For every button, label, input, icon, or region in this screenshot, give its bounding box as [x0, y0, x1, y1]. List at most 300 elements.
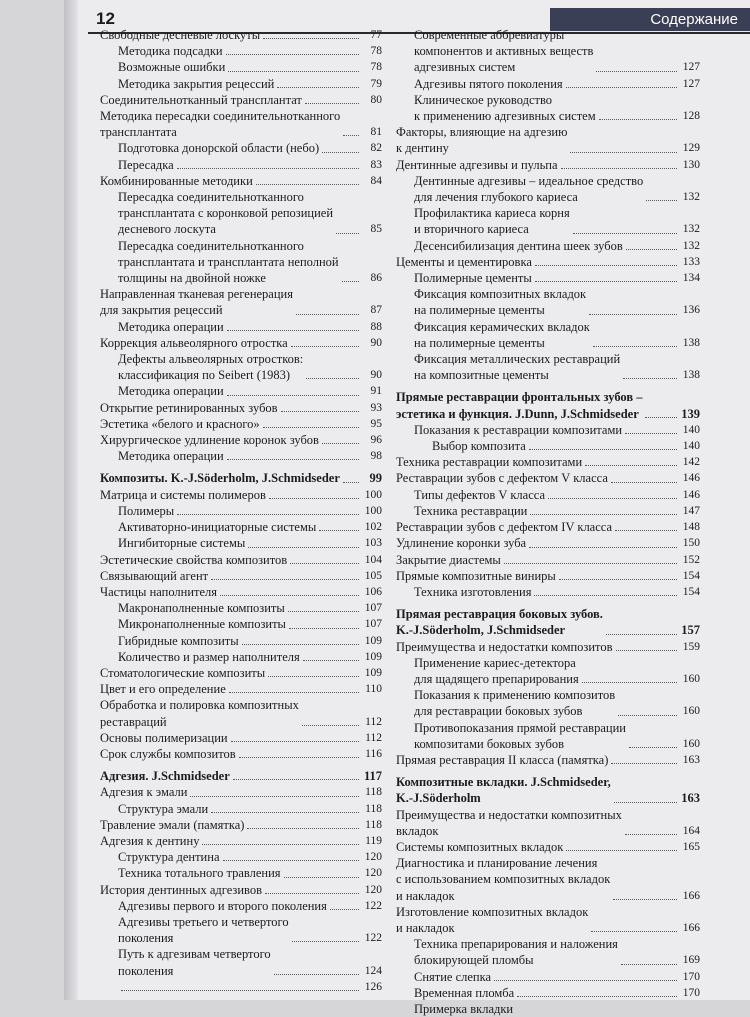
- toc-entry: [396, 438, 700, 454]
- toc-entry: [100, 849, 382, 865]
- toc-entry-page: 116: [365, 747, 382, 760]
- toc-entry-page: 133: [682, 255, 700, 268]
- toc-left-column: [100, 27, 382, 995]
- page-edge-shadow: [64, 0, 78, 1000]
- leader-dots: [292, 941, 359, 942]
- toc-entry-page: 169: [682, 954, 700, 967]
- toc-entry: [100, 319, 382, 335]
- leader-dots: [291, 346, 359, 347]
- toc-entry-page: 129: [682, 142, 700, 155]
- toc-entry-title: Активаторно-инициаторные системы: [118, 520, 317, 535]
- leader-dots: [566, 87, 677, 88]
- toc-entry: [100, 238, 382, 287]
- toc-entry-title: Преимущества и недостатки композитов: [396, 639, 613, 654]
- toc-entry-title: Фиксация композитных вкладок на полимерные цементы: [414, 287, 587, 318]
- toc-entry: [100, 865, 382, 881]
- toc-entry: [100, 487, 382, 503]
- toc-entry-title: Изготовление композитных вкладок и накладок: [396, 904, 589, 935]
- leader-dots: [621, 964, 677, 965]
- toc-entry-title: Методика подсадки: [118, 44, 223, 59]
- toc-entry: [396, 552, 700, 568]
- toc-entry: [100, 568, 382, 584]
- toc-entry: [396, 270, 700, 286]
- leader-dots: [570, 152, 677, 153]
- toc-entry-page: 85: [370, 223, 382, 236]
- toc-entry: [100, 817, 382, 833]
- toc-entry: [100, 552, 382, 568]
- leader-dots: [177, 514, 359, 515]
- toc-entry: [100, 448, 382, 464]
- toc-entry-title: Адгезия. J.Schmidseder: [100, 769, 230, 784]
- toc-entry-title: Пересадка соединительнотканного трансплантата с коронковой репозицией десневого лоскута: [118, 190, 334, 237]
- leader-dots: [530, 514, 677, 515]
- leader-dots: [566, 850, 677, 851]
- toc-entry-page: 106: [364, 585, 382, 598]
- toc-entry: [100, 108, 382, 140]
- toc-entry-title: Эстетика «белого и красного»: [100, 416, 260, 431]
- toc-entry-page: 163: [681, 791, 700, 806]
- toc-entry-title: Открытие ретинированных зубов: [100, 400, 278, 415]
- toc-entry-title: Микронаполненные композиты: [118, 617, 286, 632]
- toc-entry: [396, 584, 700, 600]
- leader-dots: [585, 465, 677, 466]
- leader-dots: [263, 38, 359, 39]
- toc-entry-page: 128: [682, 110, 700, 123]
- toc-entry-page: 119: [365, 834, 382, 847]
- toc-entry-title: Структура эмали: [118, 801, 209, 816]
- toc-entry-title: Показания к применению композитов для реставрации боковых зубов: [414, 688, 616, 719]
- toc-section-heading: [100, 768, 382, 784]
- leader-dots: [233, 779, 359, 780]
- leader-dots: [303, 660, 359, 661]
- toc-entry: [396, 807, 700, 839]
- toc-entry: [100, 946, 382, 978]
- toc-entry-page: 103: [364, 537, 382, 550]
- leader-dots: [535, 281, 677, 282]
- leader-dots: [330, 909, 359, 910]
- page-number: 12: [96, 9, 115, 28]
- toc-entry: [100, 665, 382, 681]
- leader-dots: [322, 152, 359, 153]
- leader-dots: [248, 547, 359, 548]
- leader-dots: [591, 931, 677, 932]
- toc-entry: [396, 157, 700, 173]
- toc-entry-page: 124: [364, 964, 382, 977]
- toc-entry-page: 98: [370, 450, 382, 463]
- toc-entry-title: Макронаполненные композиты: [118, 601, 285, 616]
- leader-dots: [535, 265, 677, 266]
- toc-entry: [100, 633, 382, 649]
- toc-entry: [396, 92, 700, 124]
- toc-entry-title: Композитные вкладки. J.Schmidseder, K.-J.Söderholm: [396, 775, 611, 806]
- toc-entry: [100, 600, 382, 616]
- toc-entry-page: 154: [682, 569, 700, 582]
- toc-entry-title: Методика пересадки соединительнотканного трансплантата: [100, 109, 341, 140]
- toc-entry-title: Пересадка соединительнотканного трансплантата и трансплантата неполной толщины на двойной ножке: [118, 238, 339, 286]
- toc-entry-page: 160: [682, 737, 700, 750]
- toc-entry-title: Количество и размер наполнителя: [118, 649, 300, 664]
- leader-dots: [559, 579, 677, 580]
- toc-section-heading: [396, 774, 700, 806]
- toc-entry-page: 160: [682, 672, 700, 685]
- toc-entry-title: Адгезивы пятого поколения: [414, 76, 563, 91]
- toc-entry-title: Подготовка донорской области (небо): [118, 141, 320, 156]
- leader-dots: [599, 119, 677, 120]
- leader-dots: [561, 168, 677, 169]
- leader-dots: [227, 330, 359, 331]
- toc-entry-title: Типы дефектов V класса: [414, 487, 545, 502]
- toc-entry: [100, 979, 382, 995]
- toc-entry-title: Частицы наполнителя: [100, 584, 218, 599]
- toc-entry: [396, 969, 700, 985]
- toc-entry: [100, 59, 382, 75]
- toc-entry-page: 140: [682, 440, 700, 453]
- leader-dots: [343, 135, 359, 136]
- toc-entry-title: Цементы и цементировка: [396, 254, 532, 269]
- leader-dots: [596, 71, 677, 72]
- toc-entry-title: Методика операции: [118, 449, 224, 464]
- toc-entry: [100, 76, 382, 92]
- toc-entry: [396, 752, 700, 768]
- leader-dots: [305, 103, 359, 104]
- toc-entry-page: 122: [364, 932, 382, 945]
- toc-entry-page: 87: [370, 304, 382, 317]
- toc-entry: [100, 335, 382, 351]
- toc-entry-title: Прямые реставрации фронтальных зубов – эстетика и функция. J.Dunn, J.Schmidseder: [396, 390, 643, 421]
- leader-dots: [239, 757, 359, 758]
- toc-section-heading: [100, 470, 382, 486]
- toc-entry-page: 112: [365, 715, 382, 728]
- toc-entry: [396, 422, 700, 438]
- toc-entry-page: 120: [364, 867, 382, 880]
- toc-entry: [396, 124, 700, 156]
- leader-dots: [227, 395, 359, 396]
- toc-entry-title: Связывающий агент: [100, 568, 209, 583]
- leader-dots: [220, 595, 359, 596]
- toc-entry-title: Дентинные адгезивы и пульпа: [396, 157, 558, 172]
- leader-dots: [646, 200, 677, 201]
- toc-entry-title: Композиты. K.-J.Söderholm, J.Schmidseder: [100, 471, 340, 486]
- toc-entry-page: 93: [370, 401, 382, 414]
- toc-entry-title: Временная пломба: [414, 985, 515, 1000]
- leader-dots: [223, 860, 360, 861]
- toc-entry-title: Травление эмали (памятка): [100, 817, 245, 832]
- toc-entry: [396, 238, 700, 254]
- toc-entry: [100, 535, 382, 551]
- toc-entry: [100, 801, 382, 817]
- toc-entry: [396, 351, 700, 383]
- toc-entry-page: 96: [370, 434, 382, 447]
- toc-entry-page: 159: [682, 640, 700, 653]
- toc-entry: [396, 655, 700, 687]
- leader-dots: [228, 71, 359, 72]
- leader-dots: [290, 563, 359, 564]
- toc-entry-title: Техника изготовления: [414, 584, 532, 599]
- toc-entry-page: 140: [682, 423, 700, 436]
- toc-entry-page: 138: [682, 369, 700, 382]
- toc-entry-page: 91: [370, 385, 382, 398]
- toc-entry-page: 86: [370, 272, 382, 285]
- toc-entry-title: Факторы, влияющие на адгезию к дентину: [396, 125, 568, 156]
- toc-entry: [396, 687, 700, 719]
- leader-dots: [274, 974, 359, 975]
- toc-entry-page: 126: [364, 980, 382, 993]
- toc-entry-page: 88: [370, 320, 382, 333]
- toc-entry-page: 107: [364, 618, 382, 631]
- toc-entry-page: 118: [365, 786, 382, 799]
- toc-entry: [396, 985, 700, 1001]
- toc-entry-title: Полимеры: [118, 503, 175, 518]
- toc-entry-title: Хирургическое удлинение коронок зубов: [100, 433, 319, 448]
- toc-entry: [396, 639, 700, 655]
- toc-entry: [396, 568, 700, 584]
- toc-entry-title: Пересадка: [118, 157, 174, 172]
- toc-entry: [100, 432, 382, 448]
- toc-entry: [100, 286, 382, 318]
- leader-dots: [494, 980, 677, 981]
- toc-entry: [100, 616, 382, 632]
- toc-entry-page: 132: [682, 223, 700, 236]
- toc-entry: [100, 914, 382, 946]
- leader-dots: [269, 498, 359, 499]
- toc-entry-page: 160: [682, 705, 700, 718]
- toc-entry: [396, 720, 700, 752]
- toc-entry-title: Путь к адгезивам четвертого поколения: [118, 947, 271, 978]
- toc-entry-page: 102: [364, 521, 382, 534]
- toc-entry-page: 90: [370, 369, 382, 382]
- toc-entry-title: Методика операции: [118, 384, 224, 399]
- toc-entry: [100, 43, 382, 59]
- toc-entry-title: Дентинные адгезивы – идеальное средство для лечения глубокого кариеса: [414, 173, 644, 205]
- toc-entry-page: 122: [364, 899, 382, 912]
- toc-entry-page: 120: [364, 883, 382, 896]
- toc-entry-page: 83: [370, 158, 382, 171]
- toc-entry-page: 95: [370, 417, 382, 430]
- toc-entry-page: 170: [682, 970, 700, 983]
- section-title-tab: Содержание: [550, 8, 750, 31]
- toc-entry: [100, 519, 382, 535]
- leader-dots: [277, 87, 359, 88]
- toc-entry: [100, 730, 382, 746]
- leader-dots: [517, 996, 677, 997]
- toc-entry-title: Коррекция альвеолярного отростка: [100, 335, 288, 350]
- toc-entry-title: Структура дентина: [118, 850, 220, 865]
- leader-dots: [211, 579, 359, 580]
- leader-dots: [288, 611, 359, 612]
- leader-dots: [289, 628, 359, 629]
- toc-entry-title: Показания к реставрации композитами: [414, 422, 623, 437]
- toc-entry: [396, 487, 700, 503]
- toc-entry-page: 138: [682, 336, 700, 349]
- leader-dots: [611, 763, 677, 764]
- leader-dots: [302, 725, 359, 726]
- toc-entry-title: Обработка и полировка композитных реставраций: [100, 698, 299, 729]
- toc-entry-page: 148: [682, 521, 700, 534]
- toc-entry-title: Матрица и системы полимеров: [100, 487, 266, 502]
- toc-entry-title: Цвет и его определение: [100, 682, 226, 697]
- leader-dots: [177, 168, 359, 169]
- leader-dots: [625, 834, 677, 835]
- leader-dots: [625, 433, 677, 434]
- leader-dots: [190, 796, 359, 797]
- leader-dots: [265, 893, 359, 894]
- toc-entry: [100, 92, 382, 108]
- toc-entry-page: 82: [370, 142, 382, 155]
- leader-dots: [322, 443, 359, 444]
- leader-dots: [614, 802, 677, 803]
- toc-entry-title: Прямые композитные виниры: [396, 568, 556, 583]
- toc-entry-title: Техника реставрации: [414, 503, 528, 518]
- toc-entry-page: 84: [370, 174, 382, 187]
- leader-dots: [202, 844, 359, 845]
- toc-entry-title: Прямая реставрация боковых зубов. K.-J.Söderholm, J.Schmidseder: [396, 607, 603, 638]
- toc-entry-page: 157: [681, 623, 700, 638]
- toc-entry-page: 105: [364, 569, 382, 582]
- toc-entry-title: Стоматологические композиты: [100, 665, 266, 680]
- toc-entry-title: Методика закрытия рецессий: [118, 76, 275, 91]
- toc-entry: [100, 746, 382, 762]
- toc-entry: [100, 833, 382, 849]
- toc-entry-page: 104: [364, 553, 382, 566]
- toc-entry-title: Ингибиторные системы: [118, 536, 246, 551]
- toc-entry-title: Свободные десневые лоскуты: [100, 28, 261, 42]
- toc-entry-title: Реставрации зубов с дефектом V класса: [396, 471, 608, 486]
- toc-entry-page: 90: [370, 336, 382, 349]
- leader-dots: [336, 233, 359, 234]
- toc-entry: [396, 205, 700, 237]
- toc-entry: [396, 319, 700, 351]
- toc-entry: [396, 1001, 700, 1017]
- toc-entry: [396, 254, 700, 270]
- leader-dots: [582, 682, 677, 683]
- leader-dots: [281, 411, 359, 412]
- toc-entry-title: Срок службы композитов: [100, 746, 236, 761]
- leader-dots: [227, 459, 359, 460]
- toc-entry-page: 110: [365, 683, 382, 696]
- leader-dots: [306, 378, 359, 379]
- leader-dots: [548, 498, 677, 499]
- toc-entry: [100, 140, 382, 156]
- toc-entry-title: Техника тотального травления: [118, 866, 281, 881]
- toc-entry-page: 127: [682, 61, 700, 74]
- leader-dots: [242, 644, 359, 645]
- toc-entry: [396, 173, 700, 205]
- toc-entry: [100, 173, 382, 189]
- toc-entry-page: 163: [682, 753, 700, 766]
- leader-dots: [618, 715, 677, 716]
- toc-entry-title: Техника препарирования и наложения блокирующей пломбы: [414, 937, 618, 968]
- leader-dots: [623, 378, 677, 379]
- toc-entry: [100, 351, 382, 383]
- leader-dots: [342, 281, 359, 282]
- toc-entry-title: Реставрации зубов с дефектом IV класса: [396, 520, 613, 535]
- toc-entry: [100, 898, 382, 914]
- toc-entry-page: 78: [370, 61, 382, 74]
- leader-dots: [319, 530, 359, 531]
- leader-dots: [504, 563, 677, 564]
- toc-entry-title: Снятие слепка: [414, 969, 492, 984]
- toc-entry-page: 107: [364, 602, 382, 615]
- toc-entry-page: 109: [364, 634, 382, 647]
- leader-dots: [284, 877, 359, 878]
- leader-dots: [606, 634, 677, 635]
- toc-entry-title: Профилактика кариеса корня и вторичного кариеса: [414, 206, 570, 237]
- toc-entry: [396, 936, 700, 968]
- toc-entry: [100, 383, 382, 399]
- toc-entry: [396, 27, 700, 76]
- toc-entry-page: 132: [682, 191, 700, 204]
- leader-dots: [296, 314, 359, 315]
- toc-entry: [396, 503, 700, 519]
- toc-entry-page: 166: [682, 921, 700, 934]
- toc-entry-title: Возможные ошибки: [118, 60, 226, 75]
- leader-dots: [534, 595, 677, 596]
- toc-entry-page: 81: [370, 126, 382, 139]
- toc-entry-title: Удлинение коронки зуба: [396, 536, 527, 551]
- toc-entry: [100, 649, 382, 665]
- toc-entry-title: Адгезия к эмали: [100, 785, 188, 800]
- leader-dots: [229, 692, 359, 693]
- toc-entry-page: 109: [364, 666, 382, 679]
- toc-entry-title: Методика операции: [118, 319, 224, 334]
- toc-entry: [396, 76, 700, 92]
- toc-entry-page: 134: [682, 272, 700, 285]
- toc-entry: [100, 503, 382, 519]
- toc-entry-page: 170: [682, 986, 700, 999]
- toc-entry-page: 164: [682, 824, 700, 837]
- toc-entry-page: 152: [682, 553, 700, 566]
- leader-dots: [616, 650, 677, 651]
- toc-entry-title: Преимущества и недостатки композитных вкладок: [396, 807, 622, 838]
- toc-entry-page: 80: [370, 93, 382, 106]
- leader-dots: [629, 747, 677, 748]
- leader-dots: [247, 828, 359, 829]
- toc-entry-page: 147: [682, 504, 700, 517]
- toc-entry: [100, 27, 382, 43]
- toc-entry-page: 166: [682, 889, 700, 902]
- toc-entry-page: 132: [682, 239, 700, 252]
- leader-dots: [645, 417, 677, 418]
- leader-dots: [121, 990, 359, 991]
- leader-dots: [611, 482, 677, 483]
- toc-section-heading: [396, 606, 700, 638]
- toc-entry-title: Полимерные цементы: [414, 271, 532, 286]
- toc-entry: [396, 286, 700, 318]
- toc-entry-title: Прямая реставрация II класса (памятка): [396, 752, 609, 767]
- leader-dots: [615, 530, 677, 531]
- toc-entry: [396, 839, 700, 855]
- toc-entry-title: Техника реставрации композитами: [396, 455, 583, 470]
- leader-dots: [231, 741, 359, 742]
- toc-entry: [100, 681, 382, 697]
- toc-entry-title: Противопоказания прямой реставрации композитами боковых зубов: [414, 720, 626, 751]
- toc-entry-title: Адгезивы третьего и четвертого поколения: [118, 914, 289, 946]
- toc-entry-page: 130: [682, 158, 700, 171]
- toc-entry-title: Клиническое руководство к применению адгезивных систем: [414, 92, 596, 124]
- toc-entry-title: Эстетические свойства композитов: [100, 552, 288, 567]
- toc-entry: [100, 584, 382, 600]
- leader-dots: [593, 346, 677, 347]
- leader-dots: [263, 427, 359, 428]
- toc-entry-title: Закрытие диастемы: [396, 552, 501, 567]
- toc-entry-page: 136: [682, 304, 700, 317]
- toc-entry-title: Соединительнотканный трансплантат: [100, 92, 302, 107]
- toc-entry: [100, 157, 382, 173]
- toc-entry-title: Системы композитных вкладок: [396, 839, 564, 854]
- leader-dots: [613, 899, 677, 900]
- toc-entry-title: Дефекты альвеолярных отростков: классификация по Seibert (1983): [118, 352, 304, 383]
- toc-entry: [100, 784, 382, 800]
